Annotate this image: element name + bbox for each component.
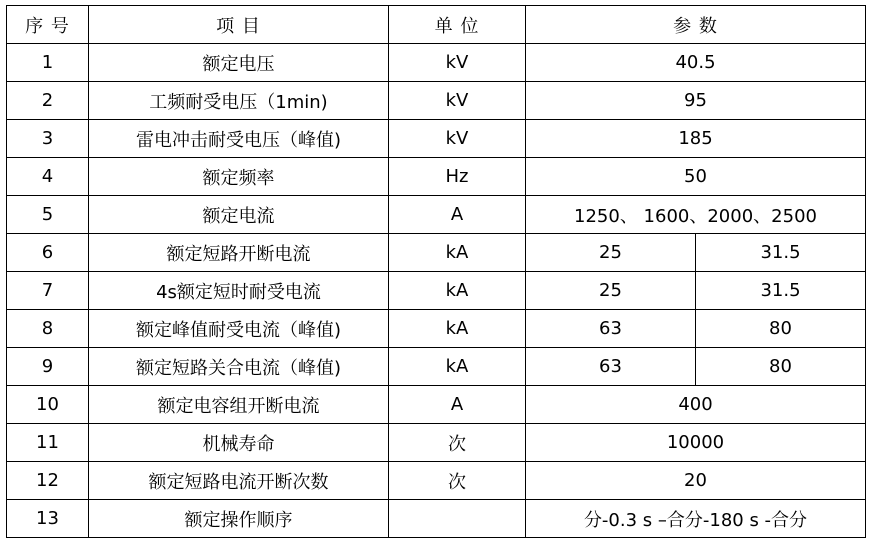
row-item: 额定频率 bbox=[89, 158, 389, 196]
row-value: 63 bbox=[526, 310, 696, 348]
row-item: 额定电压 bbox=[89, 44, 389, 82]
header-unit: 单 位 bbox=[389, 6, 526, 44]
row-unit: kV bbox=[389, 120, 526, 158]
row-unit: kA bbox=[389, 272, 526, 310]
row-unit: 次 bbox=[389, 462, 526, 500]
table-row bbox=[7, 500, 866, 538]
row-value: 400 bbox=[526, 386, 866, 424]
row-unit: kV bbox=[389, 44, 526, 82]
row-unit: 次 bbox=[389, 424, 526, 462]
row-item: 额定短路开断电流 bbox=[89, 234, 389, 272]
table-row bbox=[7, 310, 866, 348]
row-number: 13 bbox=[7, 500, 89, 538]
row-value: 31.5 bbox=[696, 272, 866, 310]
row-unit: kA bbox=[389, 310, 526, 348]
row-value: 80 bbox=[696, 310, 866, 348]
row-item: 机械寿命 bbox=[89, 424, 389, 462]
row-value: 95 bbox=[526, 82, 866, 120]
row-value: 1250、 1600、2000、2500 bbox=[526, 196, 866, 234]
row-value: 185 bbox=[526, 120, 866, 158]
spec-table bbox=[6, 5, 866, 538]
table-row bbox=[7, 424, 866, 462]
table-row bbox=[7, 120, 866, 158]
row-value: 80 bbox=[696, 348, 866, 386]
row-value: 63 bbox=[526, 348, 696, 386]
row-item: 雷电冲击耐受电压（峰值) bbox=[89, 120, 389, 158]
row-value: 10000 bbox=[526, 424, 866, 462]
row-value: 25 bbox=[526, 272, 696, 310]
row-item: 额定操作顺序 bbox=[89, 500, 389, 538]
row-number: 6 bbox=[7, 234, 89, 272]
row-number: 9 bbox=[7, 348, 89, 386]
header-no: 序 号 bbox=[7, 6, 89, 44]
row-value: 20 bbox=[526, 462, 866, 500]
table-row bbox=[7, 272, 866, 310]
row-unit: kA bbox=[389, 234, 526, 272]
row-number: 1 bbox=[7, 44, 89, 82]
row-number: 12 bbox=[7, 462, 89, 500]
row-unit: kA bbox=[389, 348, 526, 386]
table-row bbox=[7, 348, 866, 386]
row-value: 31.5 bbox=[696, 234, 866, 272]
header-row bbox=[7, 6, 866, 44]
row-number: 3 bbox=[7, 120, 89, 158]
header-item: 项 目 bbox=[89, 6, 389, 44]
row-value: 40.5 bbox=[526, 44, 866, 82]
row-item: 额定电容组开断电流 bbox=[89, 386, 389, 424]
row-number: 2 bbox=[7, 82, 89, 120]
table-row bbox=[7, 196, 866, 234]
row-value: 25 bbox=[526, 234, 696, 272]
row-unit: Hz bbox=[389, 158, 526, 196]
table-row bbox=[7, 234, 866, 272]
row-number: 7 bbox=[7, 272, 89, 310]
row-number: 10 bbox=[7, 386, 89, 424]
row-item: 额定电流 bbox=[89, 196, 389, 234]
table-row bbox=[7, 158, 866, 196]
row-item: 工频耐受电压（1min) bbox=[89, 82, 389, 120]
row-item: 额定短路电流开断次数 bbox=[89, 462, 389, 500]
table-row bbox=[7, 386, 866, 424]
row-number: 8 bbox=[7, 310, 89, 348]
row-number: 11 bbox=[7, 424, 89, 462]
table-body bbox=[7, 44, 866, 538]
row-unit: kV bbox=[389, 82, 526, 120]
row-unit bbox=[389, 500, 526, 538]
row-item: 额定峰值耐受电流（峰值) bbox=[89, 310, 389, 348]
header-params: 参 数 bbox=[526, 6, 866, 44]
table-row bbox=[7, 462, 866, 500]
row-number: 4 bbox=[7, 158, 89, 196]
row-item: 4s额定短时耐受电流 bbox=[89, 272, 389, 310]
row-value: 分-0.3 s –合分-180 s -合分 bbox=[526, 500, 866, 538]
row-unit: A bbox=[389, 386, 526, 424]
table-row bbox=[7, 44, 866, 82]
row-item: 额定短路关合电流（峰值) bbox=[89, 348, 389, 386]
row-number: 5 bbox=[7, 196, 89, 234]
table-row bbox=[7, 82, 866, 120]
row-value: 50 bbox=[526, 158, 866, 196]
row-unit: A bbox=[389, 196, 526, 234]
